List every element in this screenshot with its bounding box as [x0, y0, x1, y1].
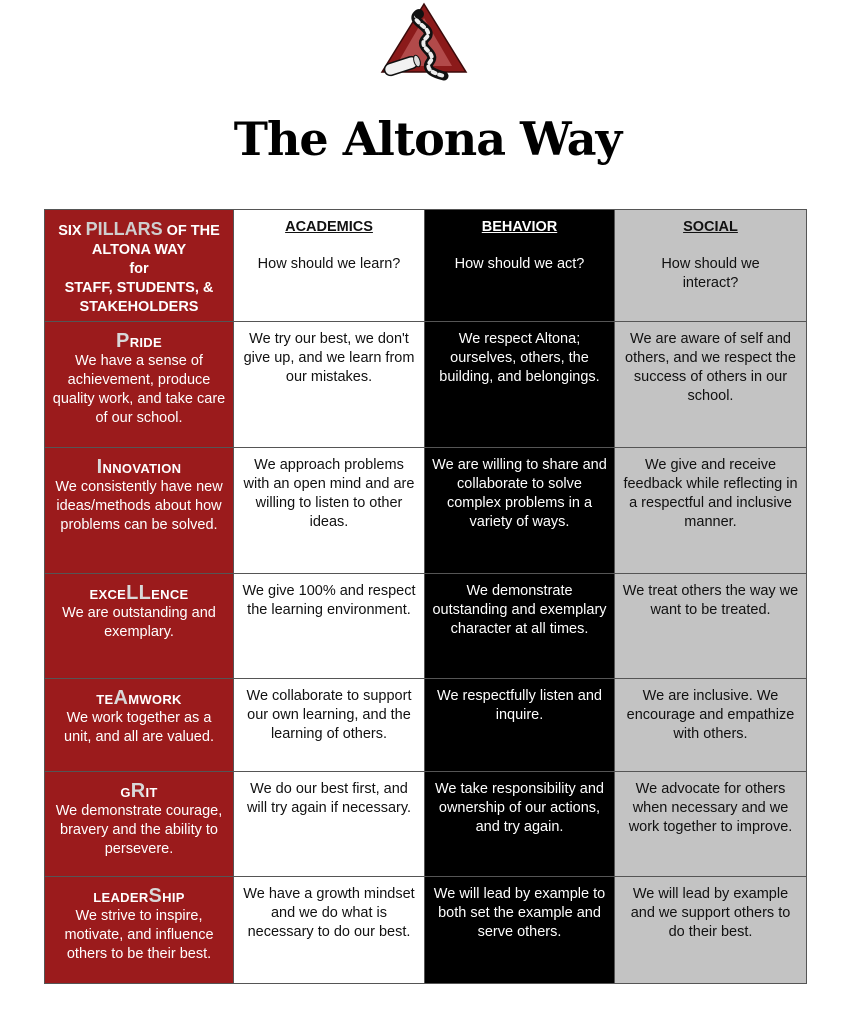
pillar-description: We strive to inspire, motivate, and influence others to be their best. [64, 908, 214, 962]
pillar-description: We demonstrate courage, bravery and the ability to persevere. [55, 803, 223, 857]
academics-question: How should we learn? [257, 256, 401, 272]
behavior-cell: We take responsibility and ownership of our actions, and try again. [425, 772, 615, 877]
table-row [45, 679, 807, 772]
pillars-label-part5: STAKEHOLDERS [79, 299, 199, 315]
pillar-name-highlight: LL [126, 582, 152, 604]
behavior-cell: We are willing to share and collaborate to solve complex problems in a variety of ways. [425, 448, 615, 574]
pillar-name-end: IT [145, 785, 158, 800]
pillar-name [51, 458, 227, 478]
pillar-name-start: EXCE [89, 587, 127, 602]
pillars-label-part4: STAFF, STUDENTS, & [64, 280, 214, 296]
social-cell: We treat others the way we want to be treated. [615, 574, 807, 679]
behavior-question: How should we act? [454, 256, 585, 272]
social-cell: We are aware of self and others, and we respect the success of others in our school. [615, 322, 807, 448]
behavior-cell: We respect Altona; ourselves, others, the building, and belongings. [425, 322, 615, 448]
pillar-description: We consistently have new ideas/methods about how problems can be solved. [55, 479, 223, 533]
academics-title: ACADEMICS [285, 219, 373, 235]
behavior-cell: We will lead by example to both set the example and serve others. [425, 877, 615, 984]
social-question: How should we interact? [661, 256, 760, 291]
pillar-name-end: HIP [162, 890, 185, 905]
page-title: The Altona Way [233, 112, 622, 166]
pillar-name-highlight: R [130, 780, 146, 802]
table-row [45, 877, 807, 984]
pillar-name [51, 332, 227, 352]
behavior-cell: We demonstrate outstanding and exemplary character at all times. [425, 574, 615, 679]
academics-cell: We do our best first, and will try again if necessary. [234, 772, 425, 877]
pillar-description: We are outstanding and exemplary. [62, 605, 216, 640]
pillars-label-part3: for [129, 261, 149, 277]
pillar-name-start: TE [96, 692, 114, 707]
pillar-name-end: ENCE [151, 587, 189, 602]
pillar-description: We work together as a unit, and all are valued. [64, 710, 214, 745]
pillar-name-highlight: A [113, 687, 129, 709]
social-cell: We give and receive feedback while reflecting in a respectful and inclusive manner. [615, 448, 807, 574]
table-row [45, 322, 807, 448]
pillar-name-highlight: P [116, 330, 130, 352]
social-cell: We advocate for others when necessary and we work together to improve. [615, 772, 807, 877]
pillar-name-rest: NNOVATION [102, 461, 182, 476]
academics-cell: We give 100% and respect the learning environment. [234, 574, 425, 679]
pillar-cell [45, 679, 234, 772]
behavior-cell: We respectfully listen and inquire. [425, 679, 615, 772]
academics-cell: We have a growth mindset and we do what is necessary to do our best. [234, 877, 425, 984]
table-row [45, 448, 807, 574]
pillar-name-start: G [120, 785, 131, 800]
table-row [45, 574, 807, 679]
pillar-cell [45, 322, 234, 448]
behavior-title: BEHAVIOR [481, 219, 558, 235]
pillar-name-highlight: I [96, 456, 103, 478]
pillar-cell [45, 877, 234, 984]
pillar-name [51, 689, 227, 709]
social-header-cell [615, 210, 807, 322]
pillars-header-cell [45, 210, 234, 322]
table-row [45, 772, 807, 877]
social-cell: We will lead by example and we support others to do their best. [615, 877, 807, 984]
pillars-table [44, 209, 807, 984]
pillar-cell [45, 448, 234, 574]
pillar-name-end: MWORK [128, 692, 182, 707]
pillar-name [51, 782, 227, 802]
pillar-name-highlight: S [148, 885, 163, 907]
academics-cell: We approach problems with an open mind and are willing to listen to other ideas. [234, 448, 425, 574]
pillars-label-part1: SIX [58, 223, 86, 239]
pillar-cell [45, 772, 234, 877]
academics-cell: We collaborate to support our own learning, and the learning of others. [234, 679, 425, 772]
behavior-header-cell [425, 210, 615, 322]
pillar-name [51, 887, 227, 907]
pillars-label-big: PILLARS [85, 219, 163, 239]
pillar-name-rest: RIDE [129, 335, 162, 350]
social-cell: We are inclusive. We encourage and empathize with others. [615, 679, 807, 772]
academics-header-cell [234, 210, 425, 322]
pillar-description: We have a sense of achievement, produce quality work, and take care of our school. [52, 353, 226, 426]
social-title: SOCIAL [683, 219, 738, 235]
pillar-name-start: LEADER [93, 890, 149, 905]
table-header-row [45, 210, 807, 322]
pillars-label-part2: OF THE ALTONA WAY [91, 223, 220, 258]
pillar-cell [45, 574, 234, 679]
altona-snake-logo-icon [378, 2, 470, 84]
pillar-name [51, 584, 227, 604]
academics-cell: We try our best, we don't give up, and we learn from our mistakes. [234, 322, 425, 448]
